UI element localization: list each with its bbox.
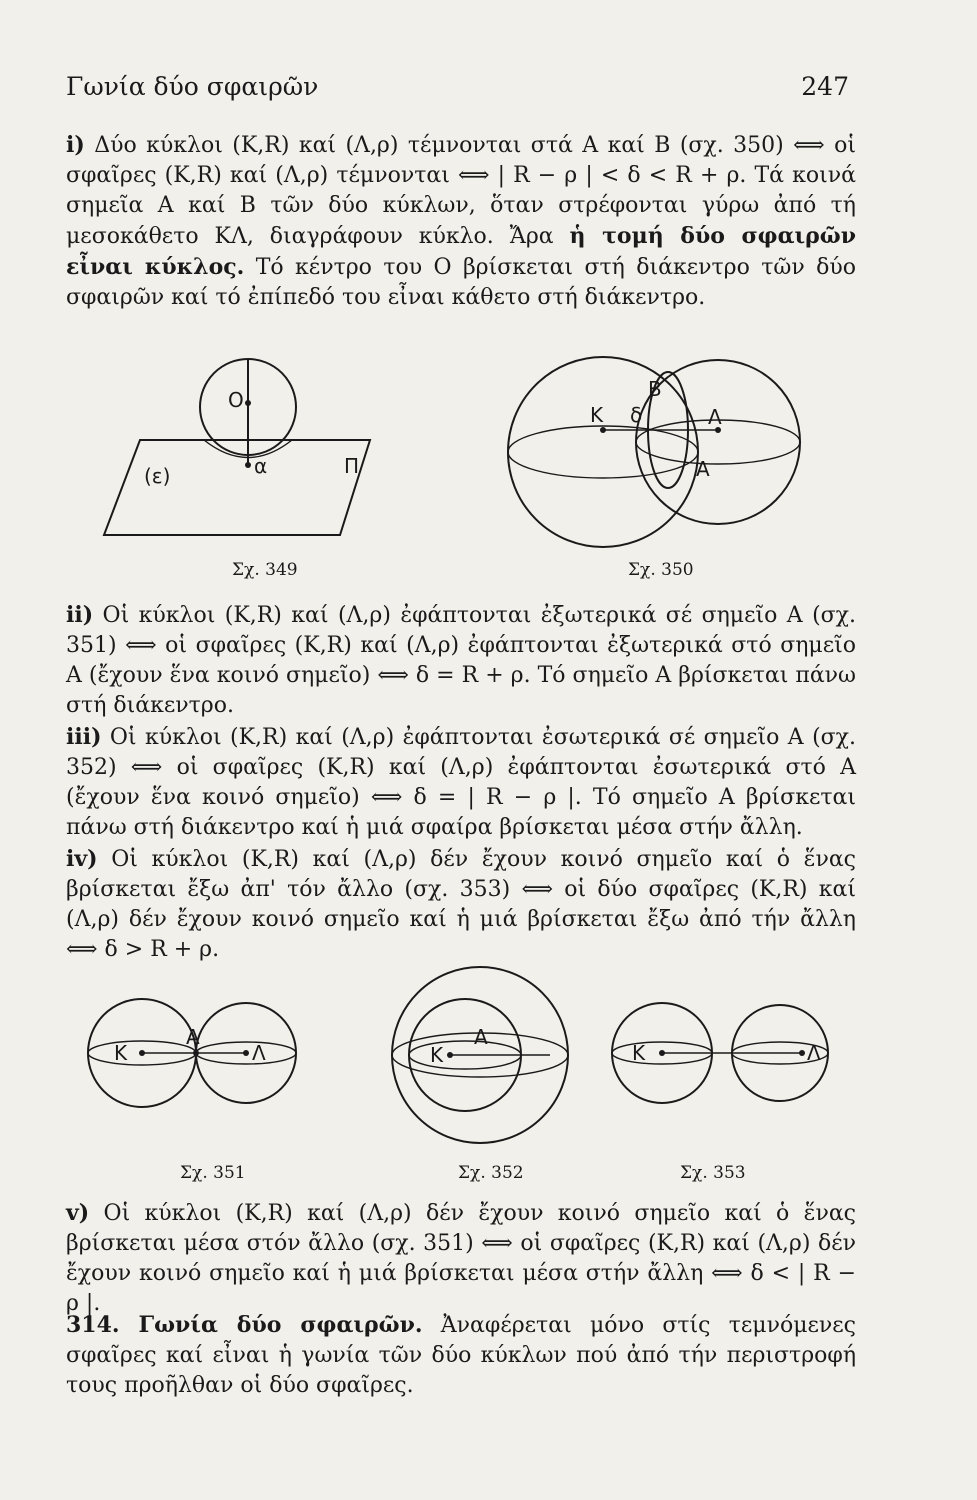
figure-353	[602, 998, 862, 1108]
caption-350: Σχ. 350	[628, 560, 694, 580]
caption-349: Σχ. 349	[232, 560, 298, 580]
caption-353: Σχ. 353	[680, 1163, 746, 1183]
figure-352	[370, 958, 590, 1148]
paragraph-text: Οἱ κύκλοι (K,R) καί (Λ,ρ) ἐφάπτονται ἐσωτερικά σέ σημεῖο A (σχ. 352) ⟺ οἱ σφαῖρες (K,R) καί (Λ,ρ) ἐφάπτονται ἐσωτερικά στό A (ἔχουν ἕνα κοινό σημεῖο) ⟺ δ = | R − ρ |. Τό σημεῖο A βρίσκεται πάνω στή διάκεντρο καί ἡ μιά σφαίρα βρίσκεται μέσα στήν ἄλλη.	[66, 725, 856, 840]
bold-statement: ἡ τομή δύο σφαιρῶν εἶναι κύκλος.	[66, 223, 856, 280]
point-K	[139, 1050, 145, 1056]
page-number: 247	[801, 72, 849, 101]
center-point	[245, 400, 251, 406]
label-K: K	[430, 1043, 444, 1067]
point-A	[193, 1050, 199, 1056]
figure-351	[62, 998, 322, 1108]
label-K: K	[590, 403, 604, 427]
paragraph-text-tail: Τό κέντρο του O βρίσκεται στή διάκεντρο τῶν δύο σφαιρῶν καί τό ἐπίπεδό του εἶναι κάθετο στή διάκεντρο.	[66, 255, 856, 310]
label-L: Λ	[708, 405, 722, 429]
point-K	[659, 1050, 665, 1056]
label-E: (ε)	[144, 464, 171, 488]
label-A: A	[186, 1025, 200, 1049]
paragraph-iii	[66, 722, 856, 843]
label-A: A	[474, 1025, 488, 1049]
paragraph-text: Οἱ κύκλοι (K,R) καί (Λ,ρ) δέν ἔχουν κοινό σημεῖο καί ὁ ἕνας βρίσκεται ἔξω ἀπ' τόν ἄλλο (σχ. 353) ⟺ οἱ δύο σφαῖρες (K,R) καί (Λ,ρ) δέν ἔχουν κοινό σημεῖο καί ἡ μιά βρίσκεται ἔξω ἀπό τήν ἄλλη ⟺ δ > R + ρ.	[66, 847, 856, 962]
label-K: K	[114, 1041, 128, 1065]
label-P: Π	[344, 454, 360, 478]
label-d: δ	[630, 403, 643, 427]
item-label: i)	[66, 132, 85, 158]
paragraph-i	[66, 130, 856, 313]
label-L: Λ	[807, 1041, 821, 1065]
figure-350	[498, 352, 818, 562]
label-L: Λ	[252, 1041, 266, 1065]
equator-K	[508, 426, 698, 478]
section-heading: 314. Γωνία δύο σφαιρῶν.	[66, 1312, 423, 1338]
item-label: iv)	[66, 846, 98, 872]
label-B: B	[648, 377, 662, 401]
label-O: O	[228, 388, 244, 412]
paragraph-iv	[66, 844, 856, 965]
figure-349	[100, 355, 390, 555]
section-314	[66, 1310, 856, 1401]
item-label: ii)	[66, 602, 94, 628]
label-a: α	[254, 454, 268, 478]
contact-point	[245, 462, 251, 468]
paragraph-ii	[66, 600, 856, 721]
point-L	[243, 1050, 249, 1056]
item-label: iii)	[66, 724, 102, 750]
point-L	[799, 1050, 805, 1056]
paragraph-text: Δύο κύκλοι (K,R) καί (Λ,ρ) τέμνονται στά A καί B (σχ. 350) ⟺ οἱ σφαῖρες (K,R) καί (Λ,ρ) τέμνονται ⟺ | R − ρ | < δ < R + ρ. Τά κοινά σημεῖα A καί B τῶν δύο κύκλων, ὅταν στρέφονται γύρω ἀπό τή μεσοκάθετο ΚΛ, διαγράφουν κύκλο. Ἄρα	[66, 133, 856, 249]
label-A: A	[696, 457, 710, 481]
paragraph-text: Οἱ κύκλοι (K,R) καί (Λ,ρ) δέν ἔχουν κοινό σημεῖο καί ὁ ἕνας βρίσκεται μέσα στόν ἄλλο (σχ. 351) ⟺ οἱ σφαῖρες (K,R) καί (Λ,ρ) δέν ἔχουν κοινό σημεῖο καί ἡ μιά βρίσκεται μέσα στήν ἄλλη ⟺ δ < | R − ρ |.	[66, 1201, 856, 1316]
sphere-K	[508, 357, 698, 547]
section-text: Ἀναφέρεται μόνο στίς τεμνόμενες σφαῖρες καί εἶναι ἡ γωνία τῶν δύο κύκλων πού ἀπό τήν περιστροφή τους προῆλθαν οἱ δύο σφαῖρες.	[66, 1313, 857, 1398]
paragraph-v	[66, 1198, 856, 1319]
running-title: Γωνία δύο σφαιρῶν	[66, 72, 319, 101]
caption-351: Σχ. 351	[180, 1163, 246, 1183]
label-K: K	[632, 1041, 646, 1065]
item-label: v)	[66, 1200, 90, 1226]
paragraph-text: Οἱ κύκλοι (K,R) καί (Λ,ρ) ἐφάπτονται ἐξωτερικά σέ σημεῖο A (σχ. 351) ⟺ οἱ σφαῖρες (K,R) καί (Λ,ρ) ἐφάπτονται ἐξωτερικά στό σημεῖο A (ἔχουν ἕνα κοινό σημεῖο) ⟺ δ = R + ρ. Τό σημεῖο A βρίσκεται πάνω στή διάκεντρο.	[66, 603, 856, 718]
caption-352: Σχ. 352	[458, 1163, 524, 1183]
point-K	[447, 1052, 453, 1058]
point-K	[600, 427, 606, 433]
